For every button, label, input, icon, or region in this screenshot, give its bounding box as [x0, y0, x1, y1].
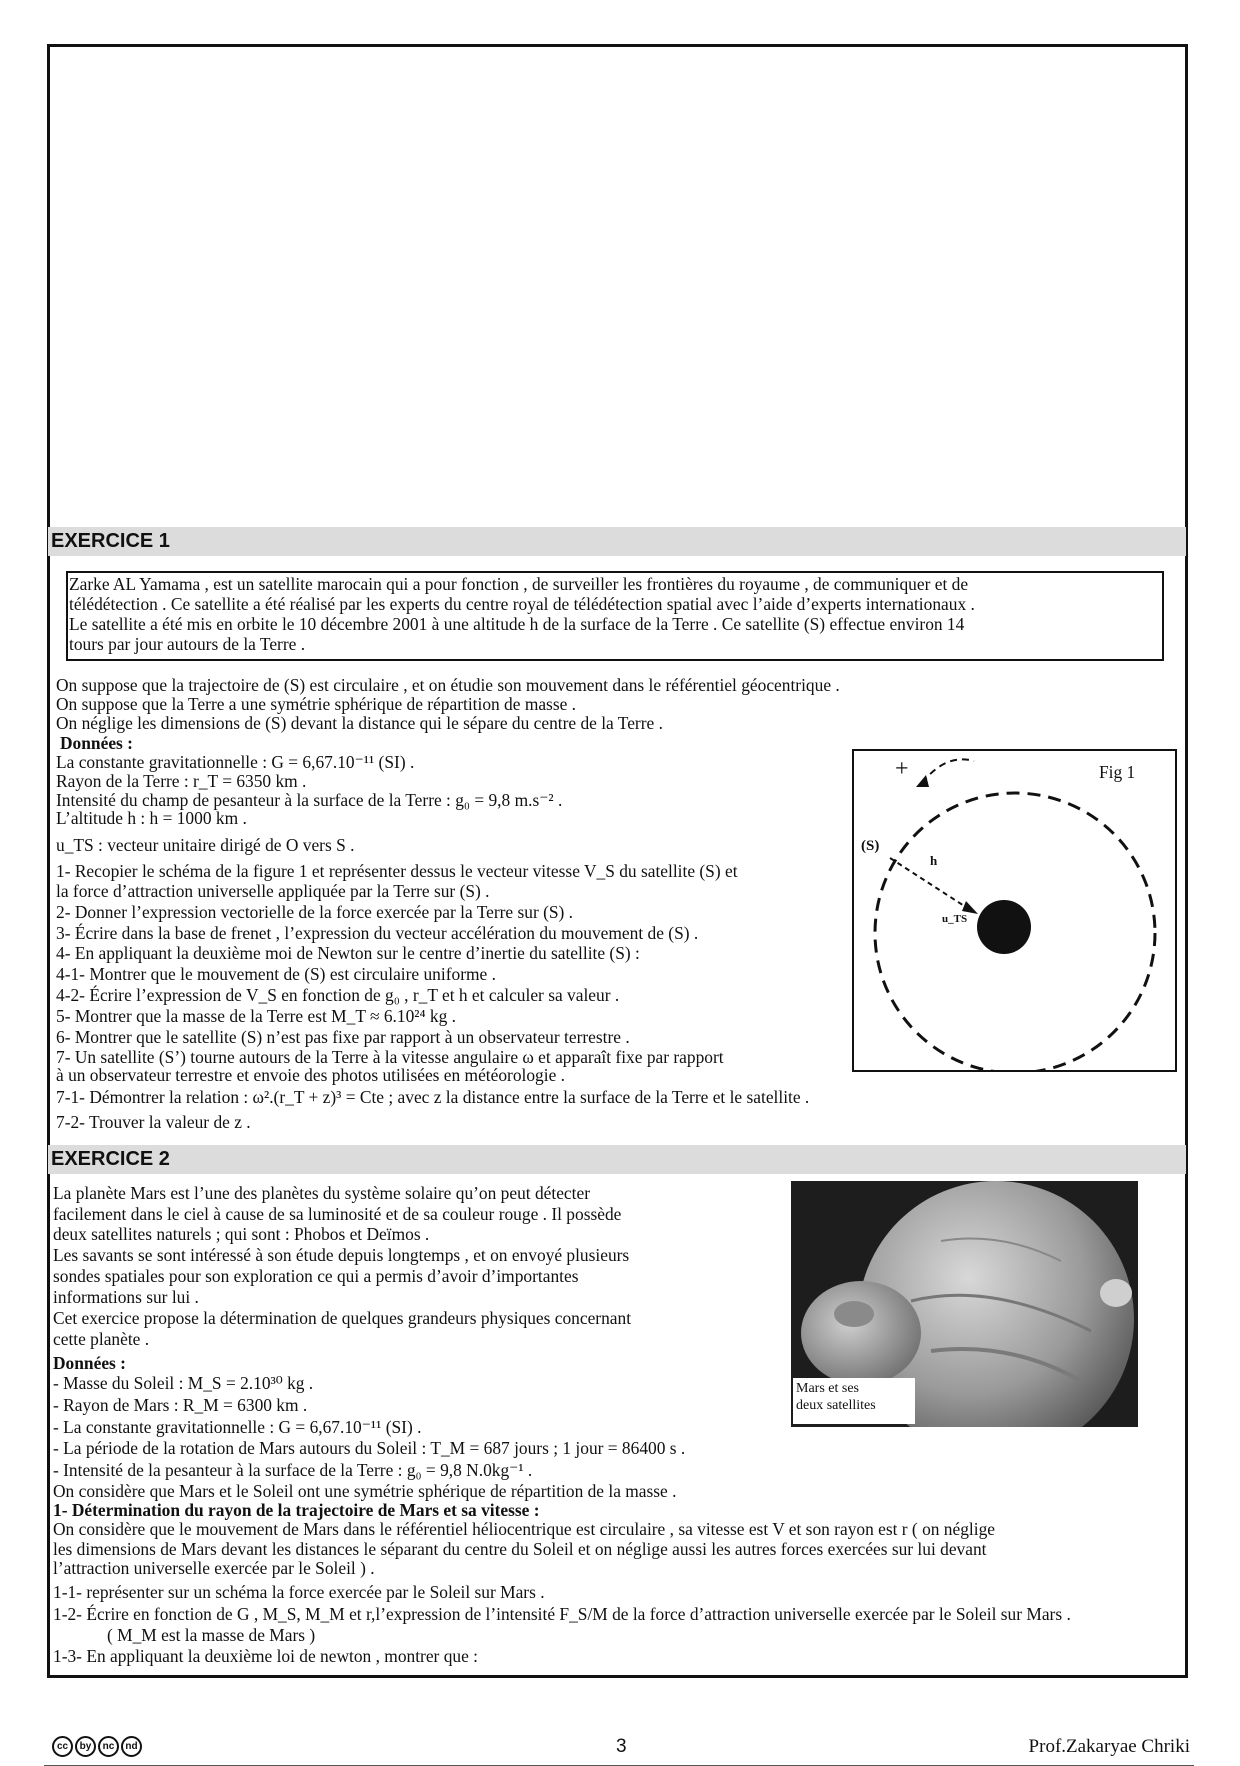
- data-line: - La période de la rotation de Mars autours du Soleil : T_M = 687 jours ; 1 jour = 86400 s .: [53, 1438, 686, 1458]
- question-line: 4-2- Écrire l’expression de V_S en fonction de g₀ , r_T et h et calculer sa valeur .: [56, 985, 620, 1005]
- deimos-moon: [1100, 1279, 1132, 1307]
- question-line: 2- Donner l’expression vectorielle de la force exercée par la Terre sur (S) .: [56, 902, 574, 922]
- intro-line: télédétection . Ce satellite a été réalisé par les experts du centre royal de télédétection spatial avec l’aide d’experts internationaux .: [69, 594, 975, 614]
- arrowhead-icon: [916, 775, 929, 787]
- exercise-2-heading: EXERCICE 2: [48, 1145, 1186, 1174]
- part-1-line: l’attraction universelle exercée par le Soleil ) .: [53, 1558, 375, 1578]
- question-line: 3- Écrire dans la base de frenet , l’expression du vecteur accélération du mouvement de (S) .: [56, 923, 699, 943]
- question-line: 4-1- Montrer que le mouvement de (S) est circulaire uniforme .: [56, 964, 496, 984]
- data-heading: Données :: [60, 733, 133, 753]
- intro-line: deux satellites naturels ; qui sont : Phobos et Deïmos .: [53, 1224, 430, 1244]
- noncommercial-icon: nc: [98, 1736, 119, 1757]
- hypothesis-line: On néglige les dimensions de (S) devant la distance qui le sépare du centre de la Terre .: [56, 713, 663, 733]
- intro-line: facilement dans le ciel à cause de sa luminosité et de sa couleur rouge . Il possède: [53, 1204, 622, 1224]
- hypothesis-line: On suppose que la trajectoire de (S) est circulaire , et on étudie son mouvement dans le référentiel géocentrique .: [56, 675, 840, 695]
- question-line: 5- Montrer que la masse de la Terre est M_T ≈ 6.10²⁴ kg .: [56, 1006, 457, 1026]
- hypothesis-line: On suppose que la Terre a une symétrie sphérique de répartition de masse .: [56, 694, 577, 714]
- question-line: 4- En appliquant la deuxième moi de Newton sur le centre d’inertie du satellite (S) :: [56, 943, 640, 963]
- data-line: - La constante gravitationnelle : G = 6,67.10⁻¹¹ (SI) .: [53, 1417, 422, 1437]
- intro-line: Zarke AL Yamama , est un satellite marocain qui a pour fonction , de surveiller les frontières du royaume , de communiquer et de: [69, 574, 969, 594]
- data-line: - Intensité de la pesanteur à la surface de la Terre : g₀ = 9,8 N.0kg⁻¹ .: [53, 1460, 533, 1480]
- question-line: 1- Recopier le schéma de la figure 1 et représenter dessus le vecteur vitesse V_S du satellite (S) et: [56, 861, 738, 881]
- positive-sense-label: +: [895, 756, 909, 782]
- earth: [977, 900, 1031, 954]
- data-line: L’altitude h : h = 1000 km .: [56, 808, 247, 828]
- intro-line: Le satellite a été mis en orbite le 10 décembre 2001 à une altitude h de la surface de la Terre . Ce satellite (S) effectue environ 14: [69, 614, 965, 634]
- unit-vector-label: u_TS: [942, 913, 968, 925]
- part-1-line: 1-2- Écrire en fonction de G , M_S, M_M et r,l’expression de l’intensité F_S/M de la force d’attraction universelle exercée par le Soleil sur Mars .: [53, 1604, 1071, 1624]
- figure-1: [852, 749, 1177, 1072]
- intro-line: Cet exercice propose la détermination de quelques grandeurs physiques concernant: [53, 1308, 632, 1328]
- part-1-line: les dimensions de Mars devant les distances le séparant du centre du Soleil et on néglige aussi les autres forces exercées sur lui devant: [53, 1539, 987, 1559]
- data-line: - Masse du Soleil : M_S = 2.10³⁰ kg .: [53, 1373, 314, 1393]
- data-line: u_TS : vecteur unitaire dirigé de O vers S .: [56, 835, 355, 855]
- phobos-moon: [801, 1281, 921, 1385]
- intro-line: informations sur lui .: [53, 1287, 199, 1307]
- data-line: On considère que Mars et le Soleil ont une symétrie sphérique de répartition de la masse .: [53, 1481, 677, 1501]
- noderivatives-icon: nd: [121, 1736, 142, 1757]
- altitude-label: h: [930, 853, 938, 868]
- part-1-line: ( M_M est la masse de Mars ): [107, 1625, 316, 1645]
- question-line: 7- Un satellite (S’) tourne autours de la Terre à la vitesse angulaire ω et apparaît fixe par rapport: [56, 1047, 724, 1067]
- rotation-arrow: [922, 759, 974, 783]
- question-line: la force d’attraction universelle appliquée par la Terre sur (S) .: [56, 881, 490, 901]
- cc-icon: cc: [52, 1736, 73, 1757]
- exercise-1-intro-box: [66, 571, 1164, 661]
- photo-caption-line: Mars et ses: [796, 1381, 859, 1396]
- question-line: 6- Montrer que le satellite (S) n’est pas fixe par rapport à un observateur terrestre .: [56, 1027, 630, 1047]
- data-line: Rayon de la Terre : r_T = 6350 km .: [56, 771, 307, 791]
- part-1-line: On considère que le mouvement de Mars dans le référentiel héliocentrique est circulaire , sa vitesse est V et son rayon est r ( on néglige: [53, 1519, 995, 1539]
- intro-line: Les savants se sont intéressé à son étude depuis longtemps , et on envoyé plusieurs: [53, 1245, 630, 1265]
- data-line: La constante gravitationnelle : G = 6,67.10⁻¹¹ (SI) .: [56, 752, 415, 772]
- data-line: - Rayon de Mars : R_M = 6300 km .: [53, 1395, 308, 1415]
- figure-title: Fig 1: [1099, 762, 1136, 782]
- part-1-line: 1-1- représenter sur un schéma la force exercée par le Soleil sur Mars .: [53, 1582, 545, 1602]
- intro-line: cette planète .: [53, 1329, 150, 1349]
- data-heading: Données :: [53, 1353, 126, 1373]
- part-1-heading: 1- Détermination du rayon de la trajectoire de Mars et sa vitesse :: [53, 1500, 540, 1520]
- intro-line: La planète Mars est l’une des planètes du système solaire qu’on peut détecter: [53, 1183, 590, 1203]
- intro-line: sondes spatiales pour son exploration ce qui a permis d’avoir d’importantes: [53, 1266, 579, 1286]
- photo-caption: [793, 1378, 915, 1424]
- question-line: à un observateur terrestre et envoie des photos utilisées en météorologie .: [56, 1065, 565, 1085]
- part-1-line: 1-3- En appliquant la deuxième loi de newton , montrer que :: [53, 1646, 478, 1666]
- exercise-1-heading: EXERCICE 1: [48, 527, 1186, 556]
- question-line: 7-1- Démontrer la relation : ω².(r_T + z)³ = Cte ; avec z la distance entre la surface de la Terre et le satellite .: [56, 1087, 810, 1107]
- satellite-label: (S): [861, 838, 880, 854]
- data-line: Intensité du champ de pesanteur à la surface de la Terre : g₀ = 9,8 m.s⁻² .: [56, 790, 563, 810]
- photo-caption-line: deux satellites: [796, 1398, 876, 1413]
- intro-line: tours par jour autours de la Terre .: [69, 634, 306, 654]
- orbit-diagram: [854, 751, 1175, 1070]
- question-line: 7-2- Trouver la valeur de z .: [56, 1112, 251, 1132]
- author: Prof.Zakaryae Chriki: [1028, 1736, 1190, 1757]
- attribution-icon: by: [75, 1736, 96, 1757]
- page-number: 3: [616, 1736, 627, 1757]
